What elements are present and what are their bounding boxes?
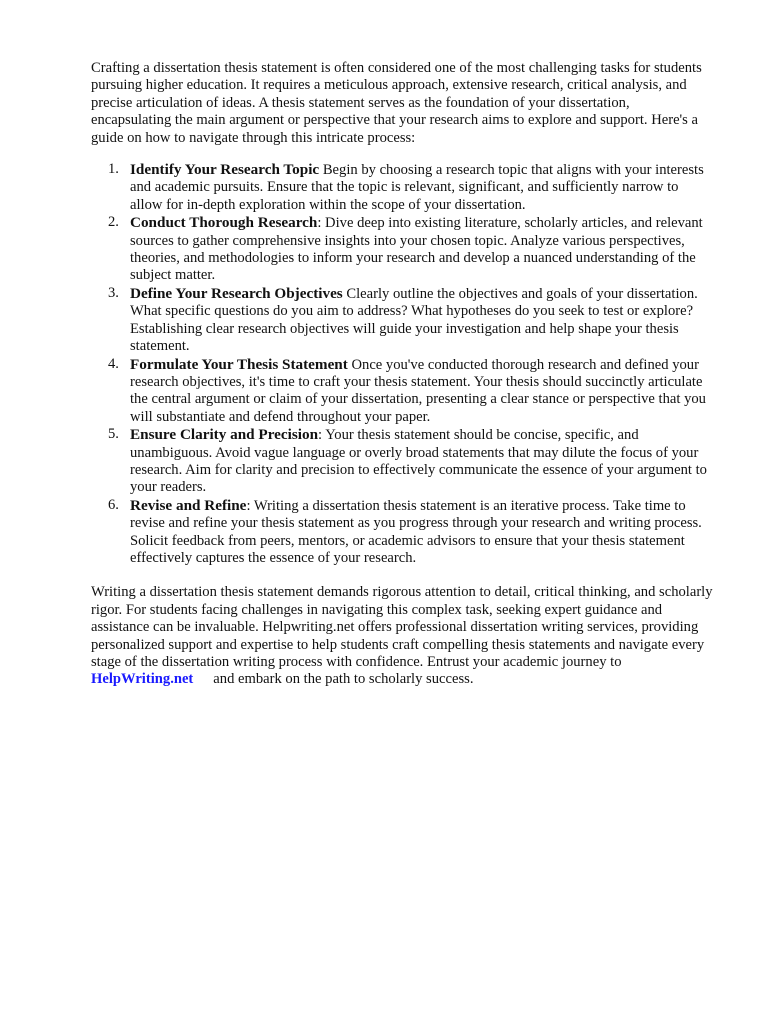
closing-text-before: Writing a dissertation thesis statement demands rigorous attention to detail, critical thinking, and scholarly rigor. For students facing challenges in navigating this complex task, seeking expert guidance and assistance can be invaluable. Helpwriting.net offers professional dissertation writing services, providing personalized support and expertise to help students craft compelling thesis statements and navigate every stage of the dissertation writing process with confidence. Entrust your academic journey to xyxy=(91,584,713,670)
step-text: Once you've conducted thorough research and defined your research objectives, it's time to craft your thesis statement. Your thesis should succinctly articulate the central argument or claim of your dissertation, presenting a clear stance or perspective that you will substantiate and defend throughout your paper. xyxy=(130,356,706,425)
list-item xyxy=(91,356,713,427)
step-number: 5. xyxy=(108,426,119,443)
list-item xyxy=(91,426,713,497)
helpwriting-link[interactable]: HelpWriting.net xyxy=(91,671,194,688)
list-item xyxy=(91,285,713,356)
step-text: : Writing a dissertation thesis statement is an iterative process. Take time to revise and refine your thesis statement as you progress through your research and writing process. Solicit feedback from peers, mentors, or academic advisors to ensure that your thesis statement effectively captures the essence of your research. xyxy=(130,497,702,566)
list-item xyxy=(91,497,713,568)
step-title: Define Your Research Objectives xyxy=(130,284,343,302)
list-item xyxy=(91,161,713,214)
step-text: : Dive deep into existing literature, scholarly articles, and relevant sources to gather comprehensive insights into your chosen topic. Analyze various perspectives, theories, and methodologies to inform your research and develop a nuanced understanding of the subject matter. xyxy=(130,215,703,284)
step-title: Identify Your Research Topic xyxy=(130,161,320,179)
intro-paragraph: Crafting a dissertation thesis statement is often considered one of the most challenging tasks for students pursuing higher education. It requires a meticulous approach, extensive research, critical analysis, and precise articulation of ideas. A thesis statement serves as the foundation of your dissertation, encapsulating the main argument or perspective that your research aims to explore and support. Here's a guide on how to navigate through this intricate process: xyxy=(91,60,702,146)
step-number: 4. xyxy=(108,355,119,372)
closing-text-after: and embark on the path to scholarly success. xyxy=(213,671,474,688)
step-title: Conduct Thorough Research xyxy=(130,214,318,232)
step-title: Ensure Clarity and Precision xyxy=(130,426,319,444)
step-text: Clearly outline the objectives and goals of your dissertation. What specific questions do you aim to address? What hypotheses do you seek to test or explore? Establishing clear research objectives will guide your investigation and help shape your thesis statement. xyxy=(130,285,698,355)
step-number: 1. xyxy=(108,161,119,178)
closing-paragraph xyxy=(91,584,713,688)
document-page xyxy=(91,60,713,689)
steps-list xyxy=(91,161,713,567)
step-title: Revise and Refine xyxy=(130,496,247,514)
step-number: 3. xyxy=(108,284,119,301)
step-number: 6. xyxy=(108,496,119,513)
step-title: Formulate Your Thesis Statement xyxy=(130,355,348,373)
step-number: 2. xyxy=(108,214,119,231)
step-text: Begin by choosing a research topic that aligns with your interests and academic pursuits. Ensure that the topic is relevant, significant, and sufficiently narrow to allow for in-depth exploration within the scope of your dissertation. xyxy=(130,162,704,213)
step-text: : Your thesis statement should be concise, specific, and unambiguous. Avoid vague language or overly broad statements that may dilute the focus of your research. Aim for clarity and precision to effectively communicate the essence of your argument to your readers. xyxy=(130,427,707,496)
list-item xyxy=(91,214,713,285)
